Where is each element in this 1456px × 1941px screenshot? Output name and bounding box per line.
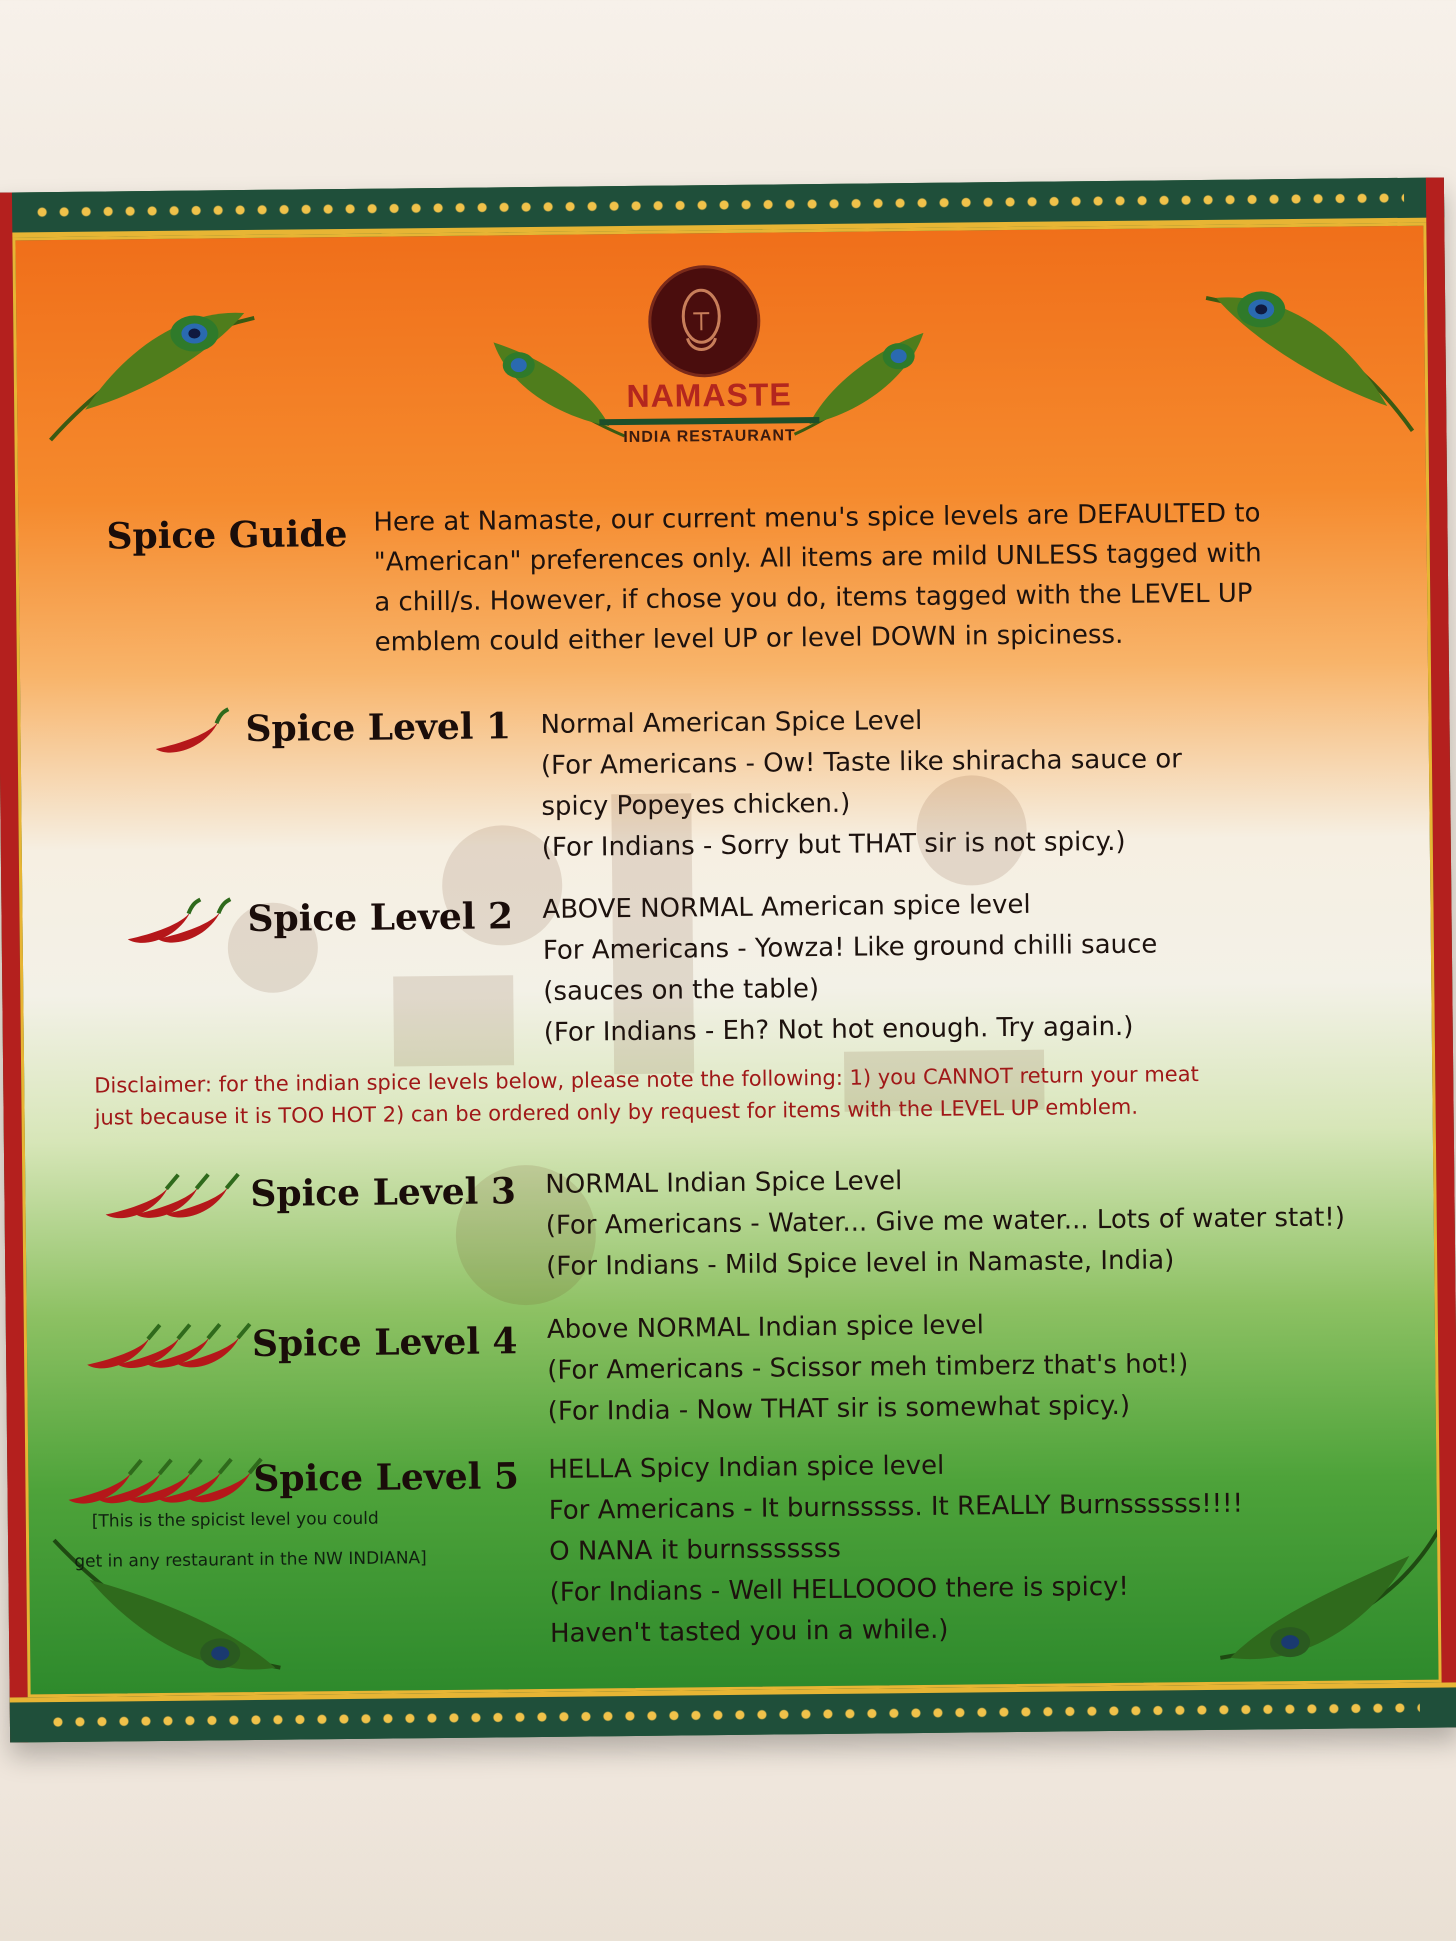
spice-level-4-title: Spice Level 4 <box>251 1320 518 1365</box>
peacock-feather-icon <box>44 288 266 450</box>
guide-intro: Here at Namaste, our current menu's spice levels are DEFAULTED to "American" preferences only. All items are mild UNLESS tagged with a chill/s. However, if chose you do, items tagged with the LEVEL UP emblem could either level UP or level DOWN in spiciness. <box>373 498 1262 658</box>
chili-pepper-icon <box>150 703 231 764</box>
peacock-feather-icon <box>1196 266 1418 438</box>
chili-pepper-icon <box>100 1168 241 1229</box>
chili-pepper-icon <box>82 1318 253 1380</box>
guide-heading: Spice Guide <box>106 512 348 558</box>
brand-name: NAMASTE <box>626 376 792 415</box>
brand-divider <box>599 417 819 425</box>
spice-level-5-desc: HELLA Spicy Indian spice level For Americans - It burnsssss. It REALLY Burnssssss!!!! O NANA it burnsssssss (For Indians - Well HELLOOOO there is spicy! Haven't tasted you in a while.) <box>548 1450 1244 1649</box>
poster-panel <box>12 223 1441 1698</box>
spice-level-1-desc: Normal American Spice Level (For Americans - Ow! Taste like shiracha sauce or spicy Popeyes chicken.) (For Indians - Sorry but THAT sir is not spicy.) <box>540 705 1183 863</box>
spice-level-2-title: Spice Level 2 <box>247 895 514 941</box>
restaurant-logo <box>478 263 940 458</box>
brand-subtitle: INDIA RESTAURANT <box>623 427 796 447</box>
spice-level-4-desc: Above NORMAL Indian spice level (For Americans - Scissor meh timberz that's hot!) (For India - Now THAT sir is somewhat spicy.) <box>546 1310 1189 1427</box>
spice-level-3-title: Spice Level 3 <box>250 1170 517 1216</box>
logo-face-icon <box>648 265 761 378</box>
spice-level-5-title: Spice Level 5 <box>253 1455 520 1500</box>
disclaimer-text: Disclaimer: for the indian spice levels below, please note the following: 1) you CANNOT return your meat just because it is TOO HOT 2) can be ordered only by request for items with the LEVEL UP emblem. <box>94 1062 1199 1130</box>
spice-level-3-desc: NORMAL Indian Spice Level (For Americans - Water... Give me water... Lots of water stat!) (For Indians - Mild Spice level in Namaste, India) <box>545 1166 1346 1282</box>
spice-level-1-title: Spice Level 1 <box>245 705 512 751</box>
spice-level-5-note: [This is the spicist level you could get in any restaurant in the NW INDIANA] <box>74 1508 427 1572</box>
spice-guide-poster <box>0 177 1456 1742</box>
spice-level-2-desc: ABOVE NORMAL American spice level For Americans - Yowza! Like ground chilli sauce (sauces on the table) (For Indians - Eh? Not hot enough. Try again.) <box>542 889 1158 1048</box>
chili-pepper-icon <box>122 893 233 954</box>
